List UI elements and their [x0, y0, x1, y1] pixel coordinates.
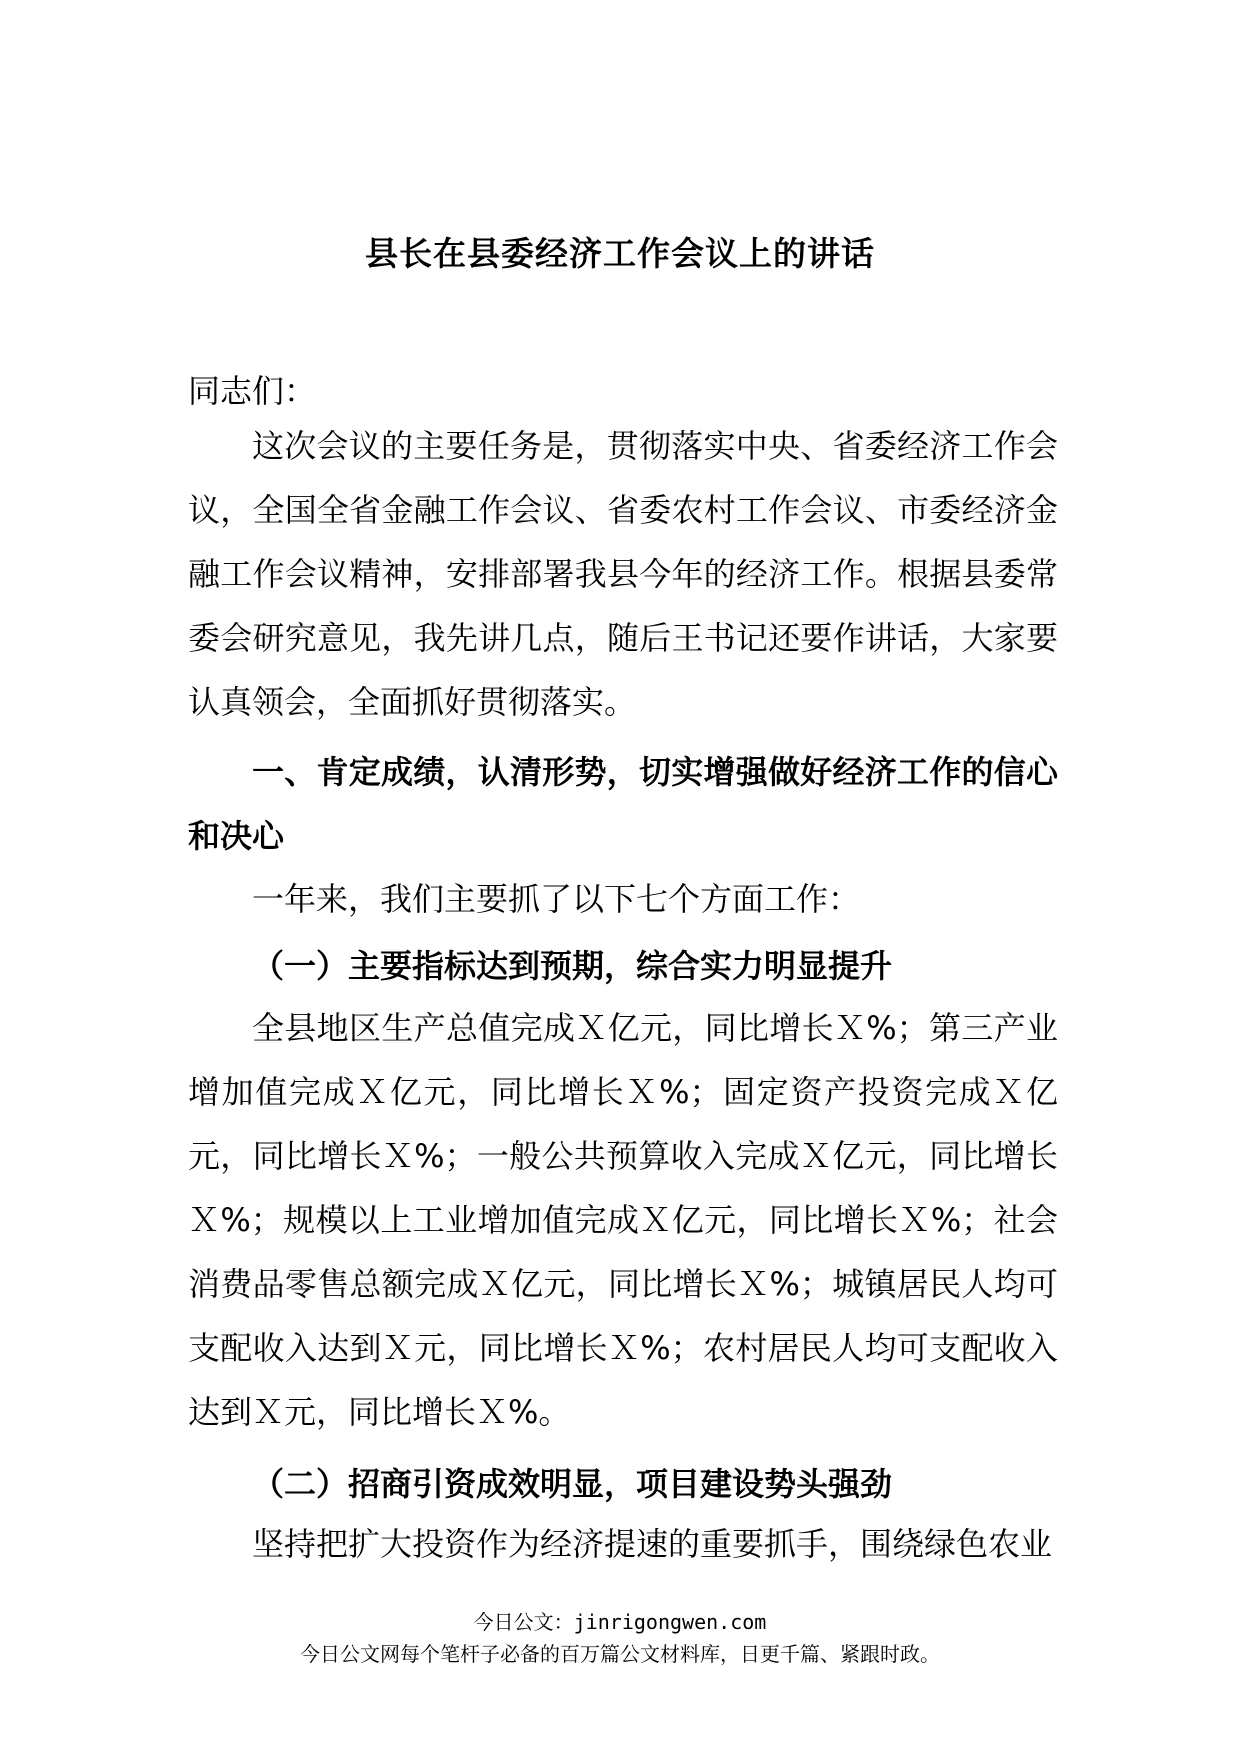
footer-site-url[interactable]: jinrigongwen.com [573, 1610, 767, 1634]
subsection-heading-2: （二）招商引资成效明显，项目建设势头强劲 [252, 1465, 893, 1503]
paragraph-summary: 一年来，我们主要抓了以下七个方面工作： [252, 880, 861, 918]
footer-site-label: 今日公文： [473, 1610, 574, 1634]
salutation: 同志们： [188, 372, 317, 410]
paragraph-intro: 这次会议的主要任务是，贯彻落实中央、省委经济工作会议，全国全省金融工作会议、省委农村工作会议、市委经济金融工作会议精神，安排部署我县今年的经济工作。根据县委常委会研究意见，我先讲几点，随后王书记还要作讲话，大家要认真领会，全面抓好贯彻落实。 [188, 427, 1058, 721]
paragraph-investment: 坚持把扩大投资作为经济提速的重要抓手，围绕绿色农业 [252, 1525, 1053, 1563]
paragraph-indicators: 全县地区生产总值完成Ｘ亿元，同比增长Ｘ%；第三产业增加值完成Ｘ亿元，同比增长Ｘ%；固定资产投资完成Ｘ亿元，同比增长Ｘ%；一般公共预算收入完成Ｘ亿元，同比增长Ｘ%；规模以上工业增加值完成Ｘ亿元，同比增长Ｘ%；社会消费品零售总额完成Ｘ亿元，同比增长Ｘ%；城镇居民人均可支配收入达到Ｘ元，同比增长Ｘ%；农村居民人均可支配收入达到Ｘ元，同比增长Ｘ%。 [188, 1009, 1058, 1431]
footer-tagline: 今日公文网每个笔杆子必备的百万篇公文材料库，日更千篇、紧跟时政。 [300, 1642, 940, 1666]
document-title: 县长在县委经济工作会议上的讲话 [365, 234, 875, 273]
footer-site [0, 1608, 1240, 1636]
section-heading-1: 一、肯定成绩，认清形势，切实增强做好经济工作的信心和决心 [188, 753, 1058, 855]
subsection-heading-1: （一）主要指标达到预期，综合实力明显提升 [252, 947, 893, 985]
